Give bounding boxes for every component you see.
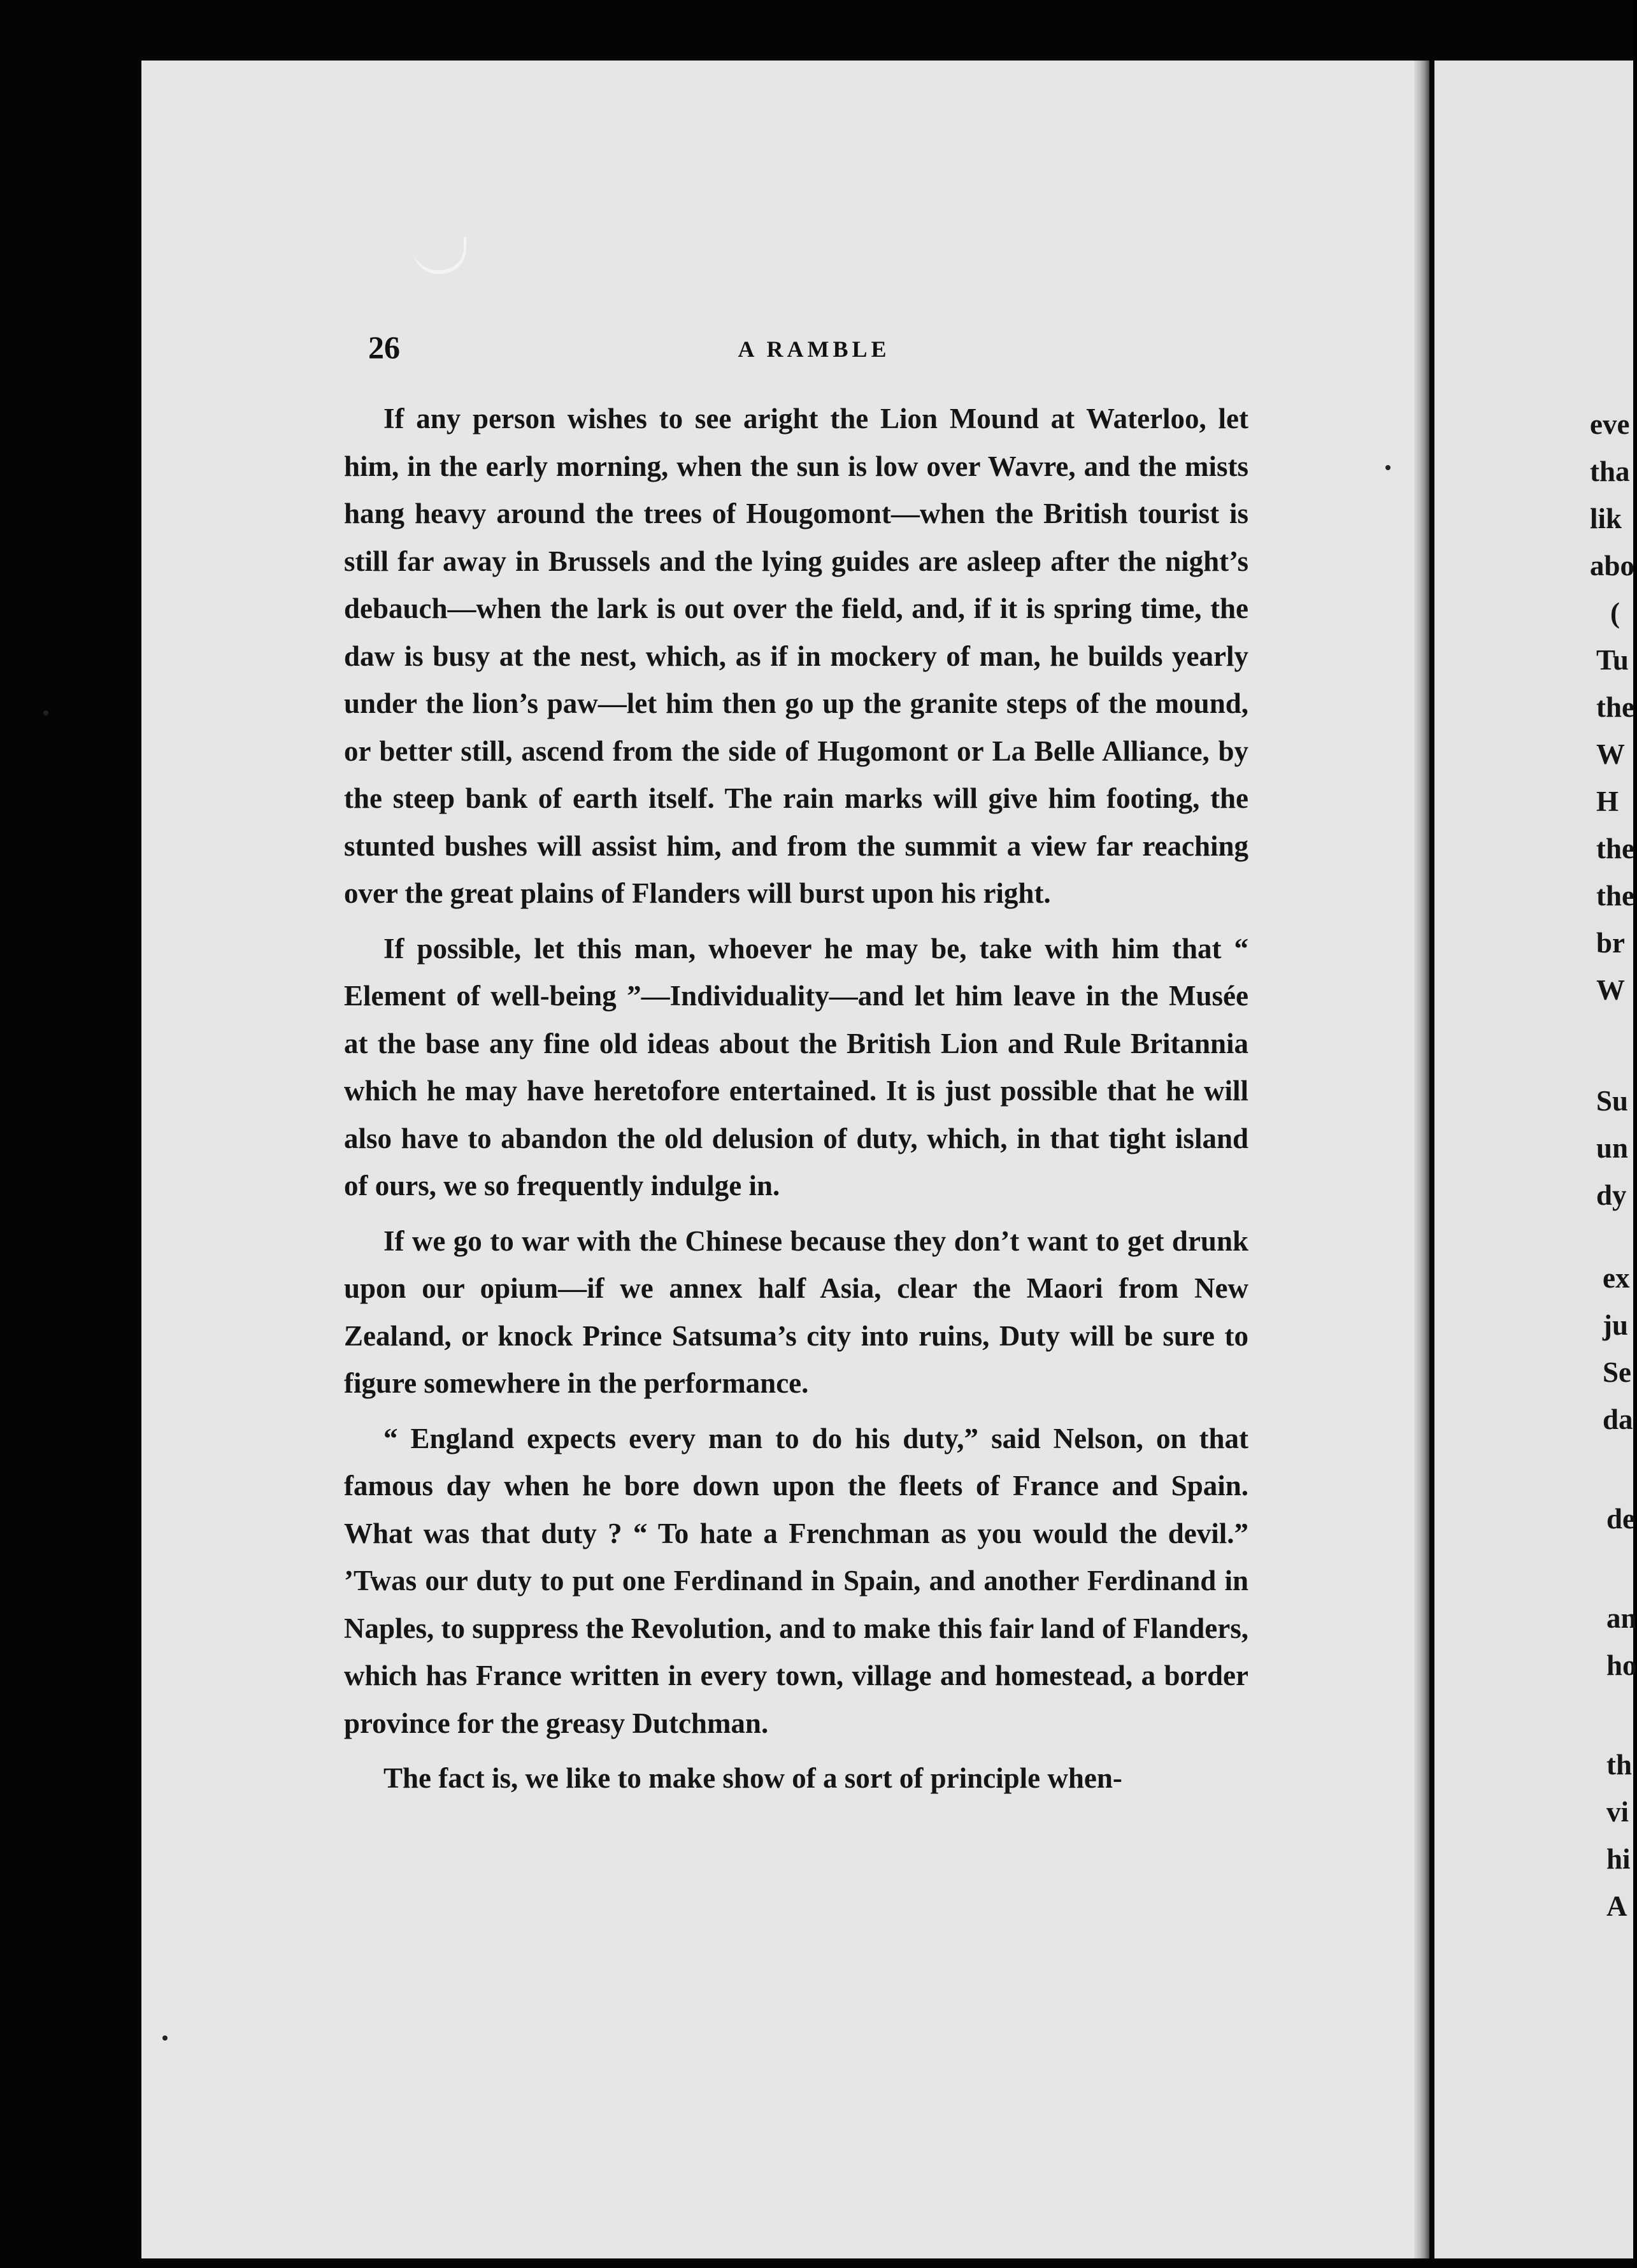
scan-artifact-dot — [1385, 465, 1390, 470]
page-gutter-shadow — [1414, 61, 1429, 2258]
fragment: abo — [1590, 550, 1635, 582]
paragraph: “ England expects every man to do his duty,” said Nelson, on that famous day when he bore down upon the fleets of France and Spain. What was that duty ? “ To hate a Frenchman as you would the devil.” ’Twas our duty to put one Ferdinand in Spain, and another Ferdinand in Naples, to suppress the Revolution, and to make this fair land of Flanders, which has France written in every town, village and homestead, a border province for the greasy Dutchman. — [344, 1422, 1248, 1739]
fragment: H — [1596, 786, 1619, 817]
fragment: ju — [1603, 1309, 1629, 1341]
fragment: A — [1606, 1890, 1627, 1922]
fragment: Se — [1603, 1356, 1631, 1388]
fragment: eve — [1590, 408, 1630, 440]
paragraph: If we go to war with the Chinese because they don’t want to get drunk upon our opium—if we annex half Asia, clear the Maori from New Zealand, or knock Prince Satsuma’s city into ruins, Duty will be sure to figure somewhere in the performance. — [344, 1224, 1248, 1399]
fragment: the — [1596, 691, 1634, 723]
fragment: Su — [1596, 1085, 1629, 1117]
fragment: W — [1596, 738, 1625, 770]
fragment: da — [1603, 1403, 1633, 1435]
scan-artifact-dot — [162, 2035, 168, 2041]
fragment: lik — [1590, 503, 1622, 535]
fragment: the — [1596, 880, 1634, 912]
paragraph: If possible, let this man, whoever he may be, take with him that “ Element of well-being ”—Individuality—and let him leave in the Musée at the base any fine old ideas about the British Lion and Rule Britannia which he may have heretofore entertained. It is just possible that he will also have to abandon the old delusion of duty, which, in that tight island of ours, we so frequently indulge in. — [344, 932, 1248, 1202]
fragment: tha — [1590, 456, 1630, 487]
fragment: ex — [1603, 1262, 1630, 1294]
page-header — [368, 328, 1260, 366]
fragment: W — [1596, 974, 1625, 1006]
body-text — [344, 395, 1248, 1975]
page-number: 26 — [368, 329, 400, 365]
paragraph: If any person wishes to see aright the Lion Mound at Waterloo, let him, in the early morning, when the sun is low over Wavre, and the mists hang heavy around the trees of Hougomont—when the British tourist is still far away in Brussels and the lying guides are asleep after the night’s debauch—when the lark is out over the field, and, if it is spring time, the daw is busy at the nest, which, as if in mockery of man, he builds yearly under the lion’s paw—let him then go up the granite steps of the mound, or better still, ascend from the side of Hugomont or La Belle Alliance, by the steep bank of earth itself. The rain marks will give him footing, the stunted bushes will assist him, and from the summit a view far reaching over the great plains of Flanders will burst upon his right. — [344, 403, 1248, 909]
fragment: br — [1596, 927, 1625, 959]
fragment: vi — [1606, 1796, 1629, 1828]
fragment: dy — [1596, 1179, 1627, 1211]
fragment: un — [1596, 1132, 1629, 1164]
fragment: ho — [1606, 1649, 1637, 1681]
paragraph: The fact is, we like to make show of a sort of principle when- — [383, 1762, 1122, 1794]
fragment: hi — [1606, 1843, 1631, 1875]
fragment: de — [1606, 1503, 1635, 1535]
fragment: th — [1606, 1749, 1633, 1781]
book-spine — [1429, 61, 1434, 2258]
fragment: ( — [1610, 597, 1620, 629]
running-head: A RAMBLE — [738, 336, 890, 362]
scan-artifact-dot — [43, 710, 48, 715]
fragment: Tu — [1596, 644, 1629, 676]
fragment: the — [1596, 833, 1634, 865]
fragment: an — [1606, 1602, 1637, 1634]
